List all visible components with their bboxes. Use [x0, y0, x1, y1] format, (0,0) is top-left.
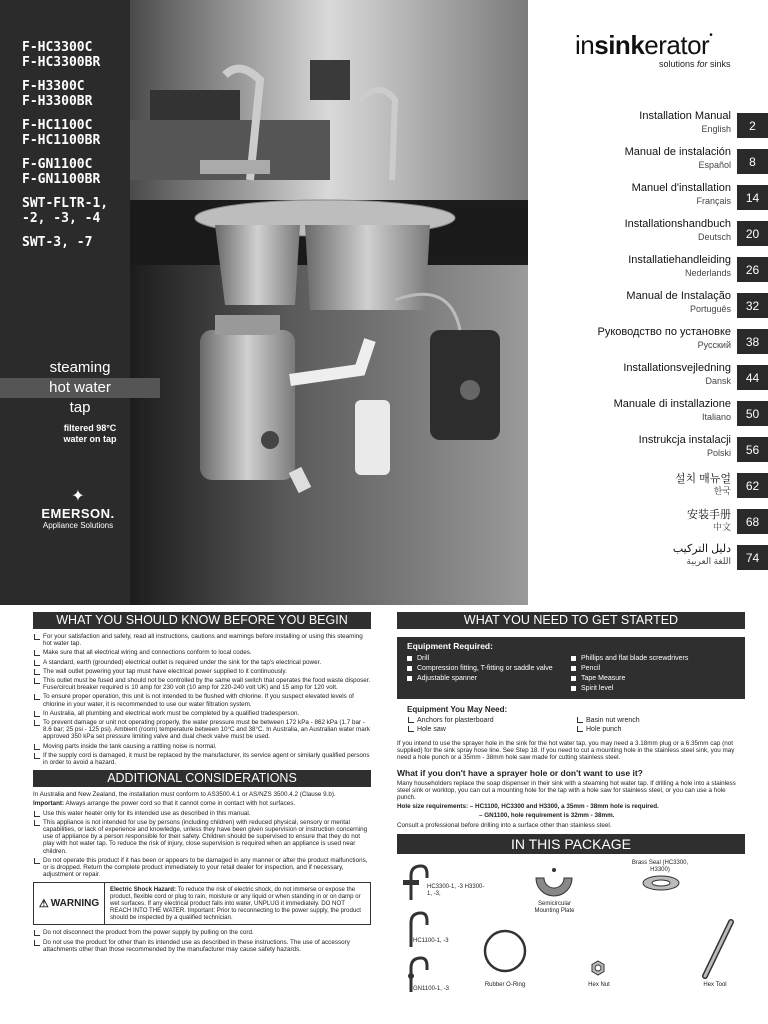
language-entry — [560, 324, 768, 360]
logo-pre: in — [575, 30, 595, 60]
hole-req-2: – GN1100, hole requirement is 32mm - 38mm. — [479, 812, 615, 820]
mounting-plate-icon — [532, 866, 577, 901]
equipment-left — [407, 655, 571, 695]
list-item: In Australia, all plumbing and electrical work must be completed by a qualified tradesperson. — [33, 710, 371, 717]
section-header-package: IN THIS PACKAGE — [397, 834, 745, 854]
filtered-line: water on tap — [63, 434, 117, 444]
section-header-before: WHAT YOU SHOULD KNOW BEFORE YOU BEGIN — [33, 612, 371, 629]
language-entry — [560, 108, 768, 144]
section-header-additional: ADDITIONAL CONSIDERATIONS — [33, 770, 371, 787]
language-entry — [560, 432, 768, 468]
nut-label: Hex Nut — [588, 981, 610, 988]
language-page-number: 44 — [737, 365, 768, 390]
tap2-label: HC1100-1, -3 — [413, 937, 449, 944]
need-title: Equipment You May Need: — [407, 705, 508, 714]
tap-hc3300-icon — [399, 862, 429, 902]
seal-label: Brass Seal (HC3300, H3300) — [631, 859, 689, 873]
consult-note: Consult a professional before drilling into a surface other than stainless steel. — [397, 821, 612, 829]
list-item: This outlet must be fused and should not be controlled by the same wall switch that operates the food waste disposer. Fuse/circuit breaker required is 10 amp for 230 volt (10 amp for 220-240 volt UK) and 15 amp for 120 volt. — [33, 677, 371, 691]
equipment-item: Compression fitting, T-fitting or saddle valve — [407, 665, 571, 673]
list-item: For your satisfaction and safety, read all instructions, cautions and warnings before installing or using this steaming hot water tap. — [33, 633, 371, 647]
warning-box — [33, 882, 371, 925]
language-name: Italiano — [701, 412, 731, 422]
model-number: -2, -3, -4 — [22, 211, 101, 226]
language-title: Installation Manual — [639, 110, 731, 122]
emerson-logo — [28, 486, 128, 530]
language-name: Español — [698, 160, 731, 170]
logo-mark: • — [709, 30, 713, 41]
model-number: F-H3300C — [22, 79, 85, 94]
language-name: Dansk — [705, 376, 731, 386]
model-number: F-HC1100C — [22, 118, 93, 133]
equipment-title: Equipment Required: — [407, 641, 493, 651]
important-note — [33, 800, 371, 807]
language-title: دليل التركيب — [672, 543, 731, 555]
equipment-item: Pencil — [571, 665, 735, 673]
language-name: Русский — [697, 340, 731, 350]
right-column — [397, 612, 745, 994]
language-page-number: 14 — [737, 185, 768, 210]
logo-mid: sink — [594, 30, 645, 60]
language-name: Français — [696, 196, 731, 206]
left-column — [33, 612, 371, 955]
language-name: اللغة العربية — [686, 556, 731, 566]
language-name: Português — [689, 304, 731, 314]
insinkerator-logo — [575, 30, 765, 69]
hex-nut-icon — [590, 960, 606, 976]
warning-label: WARNING — [50, 898, 100, 910]
language-page-number: 68 — [737, 509, 768, 534]
language-page-number: 56 — [737, 437, 768, 462]
list-item: Do not disconnect the product from the power supply by pulling on the cord. — [33, 929, 371, 936]
language-page-number: 2 — [737, 113, 768, 138]
list-item: This appliance is not intended for use by persons (including children) with reduced physical, sensory or mental capabilities, or lack of experience and knowledge, unless they have been given supervision or instruction concerning use of appliance by a person responsible for their safety. Children should be supervised to ensure that they do not play with hot water tap. To reduce the risk of injury, close supervision is required when an appliance is used near children. — [33, 819, 371, 855]
optional-item: Basin nut wrench — [576, 716, 745, 725]
package-contents — [397, 854, 745, 994]
warning-text: To reduce the risk of electric shock, do not immerse or expose the product, flexible cord or plug to rain, moisture or any liquid or when standing in or on damp or wet surfaces. If any electrical product falls into water, UNPLUG it immediately. DO NOT REACH INTO THE WATER. Important: Prior to reconnecting to the power supply, the product should be inspected by a qualified technician. — [110, 886, 361, 922]
optional-item: Anchors for plasterboard — [407, 716, 576, 725]
equipment-item: Tape Measure — [571, 675, 735, 683]
sink-illustration — [130, 0, 528, 605]
language-name: 中文 — [712, 522, 731, 532]
language-page-number: 32 — [737, 293, 768, 318]
language-entry — [560, 216, 768, 252]
language-name: Deutsch — [697, 232, 731, 242]
tap1-label: HC3300-1, -3 H3300-1, -3, — [427, 883, 485, 897]
plate-label: Semicircular Mounting Plate — [534, 900, 575, 914]
language-name: 한국 — [713, 486, 731, 496]
hex-tool-icon — [697, 918, 737, 982]
language-entry — [560, 504, 768, 540]
additional-list — [33, 810, 371, 879]
language-name: English — [701, 124, 731, 134]
hole-req-1: – HC1100, HC3300 and H3300, a 35mm - 38mm hole is required. — [469, 803, 659, 811]
sprayer-question: What if you don't have a sprayer hole or don't want to use it? — [397, 767, 643, 778]
list-item: Make sure that all electrical wiring and connections conform to local codes. — [33, 649, 371, 656]
list-item: If the supply cord is damaged, it must be replaced by the manufacturer, its service agent or similarly qualified persons in order to avoid a hazard. — [33, 752, 371, 766]
list-item: To ensure proper operation, this unit is not intended to be flushed with chlorine. If you suspect elevated levels of chlorine in your water, it is recommended to use our water filtration system. — [33, 693, 371, 707]
equipment-item: Adjustable spanner — [407, 675, 571, 683]
sprayer-answer: Many householders replace the soap dispenser in their sink with a steaming hot water tap. If drilling a hole into a stainless steel sink or worktop, you can cut a mounting hole for the tap with a hole saw for stainless steel, or you can use a hole punch. — [397, 779, 736, 802]
tool-label: Hex Tool — [703, 981, 727, 988]
model-number: F-HC3300BR — [22, 55, 101, 70]
list-item: To prevent damage or unit not operating properly, the water pressure must be between 172 kPa - 862 kPa (1.7 bar - 8.6 bar; 25 psi - 125 psi). Ambient (room) temperature between 10°C and 38°C. In Australia, an Australian water mark approved 350 kPa set pressure limiting valve and dual check valve must be used. — [33, 719, 371, 741]
important-label: Important: — [33, 800, 65, 808]
optional-item: Hole punch — [576, 725, 745, 734]
section-header-started: WHAT YOU NEED TO GET STARTED — [397, 612, 745, 629]
list-item: A standard, earth (grounded) electrical outlet is required under the sink for the tap's electrical power. — [33, 659, 371, 666]
additional-intro: In Australia and New Zealand, the installation must conform to AS3500.4.1 or AS/NZS 3500.4.2 (Clause 9.b). — [33, 791, 336, 799]
list-item: The wall outlet powering your tap must have electrical power supplied to it continuously. — [33, 668, 371, 675]
product-tagline — [0, 358, 160, 418]
language-entry — [560, 540, 768, 576]
emerson-mark-icon: ✦ — [71, 488, 85, 505]
language-title: Installationsvejledning — [623, 362, 731, 374]
language-title: Instrukcja instalacji — [638, 434, 731, 446]
tagline-line: tap — [69, 399, 91, 416]
tagline-line: steaming — [49, 359, 111, 376]
language-entry — [560, 360, 768, 396]
language-title: Manual de instalación — [624, 146, 731, 158]
logo-tag: sinks — [707, 59, 731, 69]
model-number-list — [22, 40, 152, 250]
brass-seal-icon — [641, 874, 681, 892]
warning-title: Electric Shock Hazard: — [110, 886, 177, 894]
language-name: Polski — [706, 448, 731, 458]
language-page-number: 20 — [737, 221, 768, 246]
language-title: Installationshandbuch — [624, 218, 731, 230]
equipment-item: Phillips and flat blade screwdrivers — [571, 655, 735, 663]
list-item: Use this water heater only for its intended use as described in this manual. — [33, 810, 371, 817]
logo-tag: for — [697, 59, 708, 69]
kitchen-sink-photo — [130, 0, 528, 605]
tagline-line: hot water — [0, 378, 160, 398]
language-page-number: 26 — [737, 257, 768, 282]
need-left — [407, 716, 576, 734]
equipment-item: Spirit level — [571, 685, 735, 693]
model-number: F-H3300BR — [22, 94, 93, 109]
list-item: Do not operate this product if it has been or appears to be damaged in any manner or after the product malfunctions, or is dropped. Return the complete product immediately to your retail dealer for inspection, and if necessary, adjustment or repair. — [33, 857, 371, 879]
hole-label: Hole size requirements: — [397, 803, 469, 811]
additional-list-2 — [33, 929, 371, 953]
language-title: Installatiehandleiding — [628, 254, 731, 266]
language-page-number: 74 — [737, 545, 768, 570]
language-title: 安装手册 — [687, 509, 731, 521]
equipment-required-box — [397, 637, 745, 699]
language-entry — [560, 180, 768, 216]
equipment-item: Drill — [407, 655, 571, 663]
oring-label: Rubber O-Ring — [484, 981, 526, 988]
emerson-sub: Appliance Solutions — [42, 521, 114, 530]
list-item: Do not use the product for other than its intended use as described in these instructions. The use of accessory attachments other than those recommended by the manufacturer may cause safety hazards. — [33, 939, 371, 953]
important-text: Always arrange the power cord so that it cannot come in contact with hot surfaces. — [64, 800, 296, 808]
need-right — [576, 716, 745, 734]
model-number: F-GN1100BR — [22, 172, 101, 187]
language-title: Manual de Instalação — [626, 290, 731, 302]
language-entry — [560, 252, 768, 288]
emerson-name: EMERSON. — [41, 506, 115, 521]
logo-post: erator — [644, 30, 710, 60]
optional-item: Hole saw — [407, 725, 576, 734]
language-title: 설치 매뉴얼 — [674, 473, 731, 485]
model-number: SWT-FLTR-1, — [22, 196, 109, 211]
language-name: Nederlands — [684, 268, 731, 278]
language-title: Руководство по установке — [597, 326, 731, 338]
language-entry — [560, 396, 768, 432]
model-number: SWT-3, -7 — [22, 235, 93, 250]
language-index — [560, 108, 768, 576]
language-title: Manuale di installazione — [613, 398, 731, 410]
o-ring-icon — [480, 926, 530, 976]
equipment-right — [571, 655, 735, 695]
language-entry — [560, 288, 768, 324]
before-list — [33, 633, 371, 766]
model-number: F-HC3300C — [22, 40, 93, 55]
language-page-number: 62 — [737, 473, 768, 498]
warning-icon: ⚠ — [38, 898, 49, 911]
model-number: F-GN1100C — [22, 157, 93, 172]
language-page-number: 38 — [737, 329, 768, 354]
tap3-label: GN1100-1, -3 — [413, 985, 449, 992]
language-entry — [560, 468, 768, 504]
model-number: F-HC1100BR — [22, 133, 101, 148]
filtered-note — [40, 423, 140, 445]
language-title: Manuel d'installation — [631, 182, 731, 194]
logo-tag: solutions — [659, 59, 698, 69]
language-page-number: 8 — [737, 149, 768, 174]
list-item: Moving parts inside the tank causing a rattling noise is normal. — [33, 743, 371, 750]
filtered-line: filtered 98°C — [63, 423, 117, 433]
language-page-number: 50 — [737, 401, 768, 426]
sprayer-text: If you intend to use the sprayer hole in the sink for the hot water tap, you may need a 3.18mm plug or a 6.35mm cap (not supplied) for the sink spray hose line. See Step 18. If you need to cut a mounting hole in the stainless steel sink, you may need a hole punch or a 35mm - 38mm hole saw made for cutting stainless steel. — [397, 740, 735, 762]
hole-size — [397, 803, 745, 810]
language-entry — [560, 144, 768, 180]
